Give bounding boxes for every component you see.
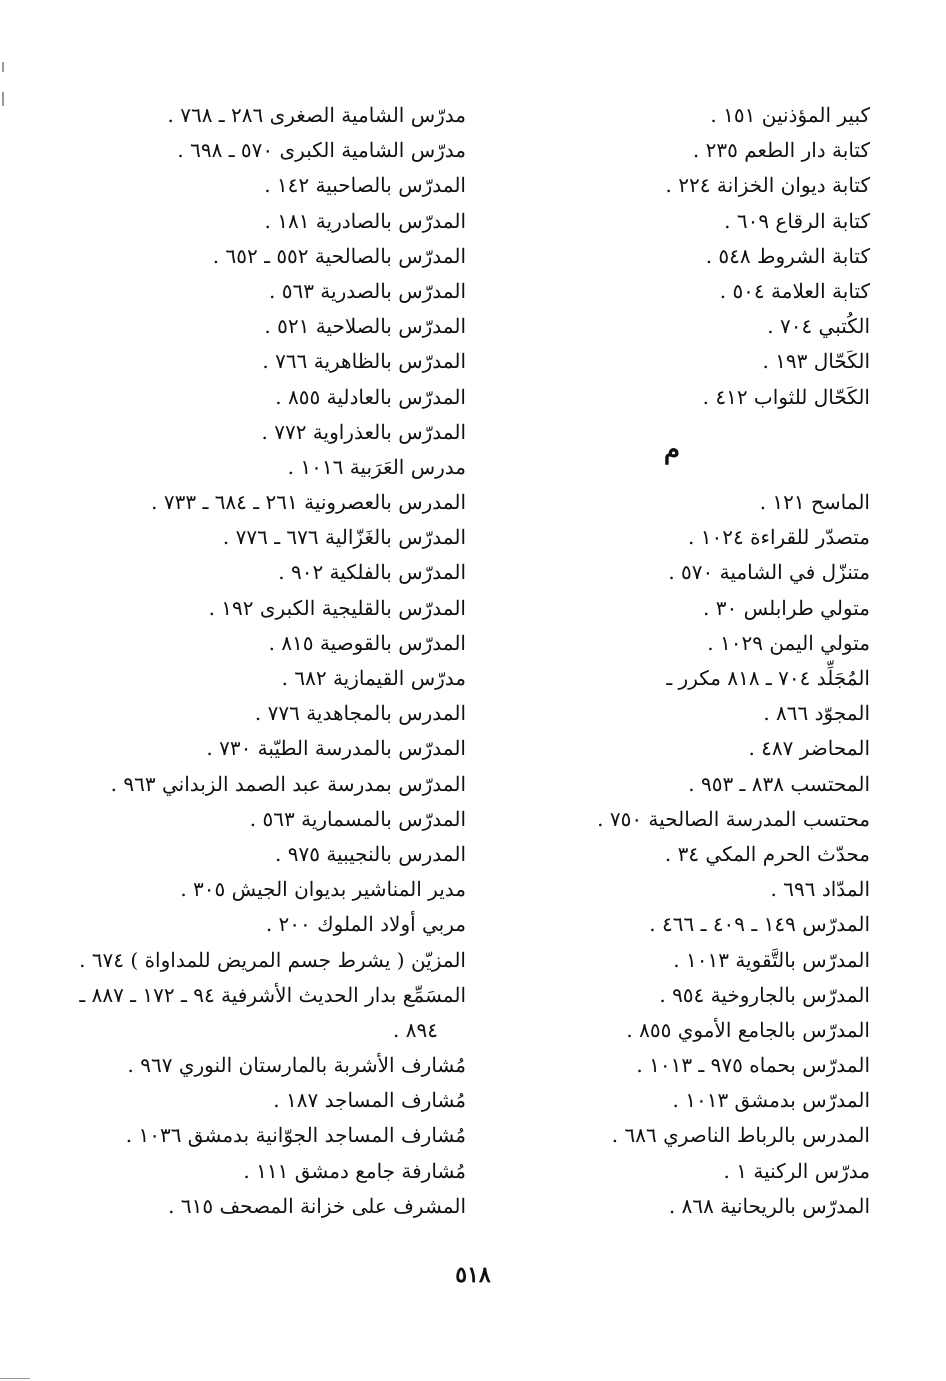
index-entry: المدرّس بالعذراوية ٧٧٢ .	[261, 419, 466, 444]
index-entry: المدّاد ٦٩٦ .	[770, 877, 870, 902]
index-entry: المحتسب ٨٣٨ ـ ٩٥٣ .	[688, 771, 870, 796]
index-entry: المدرّس بالريحانية ٨٦٨ .	[668, 1193, 870, 1218]
index-entry: المدرّس بالصدرية ٥٦٣ .	[269, 278, 466, 303]
index-entry: كتابة العلامة ٥٠٤ .	[719, 278, 870, 303]
index-entry: مدرّس الشامية الكبرى ٥٧٠ ـ ٦٩٨ .	[177, 138, 466, 163]
scan-edge	[0, 1378, 30, 1379]
index-entry: المزيّن ( يشرط جسم المريض للمداواة ) ٦٧٤ .	[79, 947, 466, 972]
index-entry: المدرّس ١٤٩ ـ ٤٠٩ ـ ٤٦٦ .	[649, 912, 870, 937]
index-entry: المدرّس بالصادرية ١٨١ .	[264, 208, 466, 233]
index-entry: الكُتبي ٧٠٤ .	[767, 314, 870, 339]
index-entry: مدرّس الركنية ١ .	[723, 1158, 870, 1183]
index-entry: محتسب المدرسة الصالحية ٧٥٠ .	[597, 806, 870, 831]
left-column	[46, 98, 466, 1224]
index-entry: متصدّر للقراءة ١٠٢٤ .	[688, 525, 870, 550]
index-entry: الماسح ١٢١ .	[759, 490, 870, 515]
index-entry: محدّث الحرم المكي ٣٤ .	[664, 841, 870, 866]
index-entry: المسَمِّع بدار الحديث الأشرفية ٩٤ ـ ١٧٢ ـ ٨٨٧ ـ	[79, 982, 466, 1007]
index-entry: المدرّس بالجامع الأموي ٨٥٥ .	[626, 1017, 870, 1042]
index-entry: المدرّس بالصاحبية ١٤٢ .	[264, 173, 466, 198]
index-entry: متولي طرابلس ٣٠ .	[703, 595, 870, 620]
index-entry: كتابة الرقاع ٦٠٩ .	[724, 208, 870, 233]
index-entry: المدرّس بالتَّقوية ١٠١٣ .	[673, 947, 870, 972]
index-entry: المدرّس بحماه ٩٧٥ ـ ١٠١٣ .	[636, 1053, 870, 1078]
section-letter: م	[663, 434, 680, 465]
index-entry: المدرّس بالصالحية ٥٥٢ ـ ٦٥٢ .	[212, 243, 466, 268]
index-entry: المدرس بالرباط الناصري ٦٨٦ .	[611, 1123, 870, 1148]
index-entry: المدرّس بالصلاحية ٥٢١ .	[264, 314, 466, 339]
index-entry: المدرّس بدمشق ١٠١٣ .	[672, 1088, 870, 1113]
index-entry: مدرّس الشامية الصغرى ٢٨٦ ـ ٧٦٨ .	[167, 103, 466, 127]
scan-mark	[2, 92, 4, 106]
index-entry: كتابة دار الطعم ٢٣٥ .	[692, 138, 870, 163]
index-entry: المدرّس بالظاهرية ٧٦٦ .	[262, 349, 466, 374]
index-entry: متولي اليمن ١٠٢٩ .	[707, 630, 870, 655]
index-entry: المدرّس بالغَزّالية ٦٧٦ ـ ٧٧٦ .	[222, 525, 466, 550]
index-entry: مُشارف المساجد الجوّانية بدمشق ١٠٣٦ .	[125, 1123, 466, 1148]
page-number: ٥١٨	[455, 1262, 491, 1288]
scan-mark	[2, 62, 4, 72]
index-entry: المدرس بالمجاهدية ٧٧٦ .	[254, 701, 466, 726]
index-entry: الكَحّال للثواب ٤١٢ .	[702, 384, 870, 409]
index-entry: مدرّس القيمازية ٦٨٢ .	[281, 666, 466, 690]
index-entry: المشرف على خزانة المصحف ٦١٥ .	[168, 1193, 466, 1218]
index-entry: مُشارف المساجد ١٨٧ .	[273, 1088, 466, 1113]
index-entry: مُشارف الأشربة بالمارستان النوري ٩٦٧ .	[127, 1053, 466, 1078]
index-entry: المدرّس بمدرسة عبد الصمد الزبداني ٩٦٣ .	[110, 771, 466, 796]
index-entry: مُشارفة جامع دمشق ١١١ .	[243, 1158, 466, 1183]
index-entry: الكَحّال ١٩٣ .	[762, 349, 870, 374]
index-entry: المجوّد ٨٦٦ .	[763, 701, 870, 726]
right-column	[530, 98, 870, 1224]
index-entry: المدرّس بالمدرسة الطيّبة ٧٣٠ .	[206, 736, 466, 761]
index-entry: كبير المؤذنين ١٥١ .	[710, 103, 870, 127]
index-entry: المدرّس بالقوصية ٨١٥ .	[268, 630, 466, 655]
index-entry: المدرّس بالمسمارية ٥٦٣ .	[249, 806, 466, 831]
index-entry: المُجَلِّد ٧٠٤ ـ ٨١٨ مكرر ـ	[666, 666, 870, 691]
index-entry-continuation: ٨٩٤ .	[393, 1017, 438, 1042]
index-entry: كتابة ديوان الخزانة ٢٢٤ .	[665, 173, 870, 198]
index-entry: مدرس العَرَبية ١٠١٦ .	[287, 454, 466, 479]
index-entry: المدرّس بالعادلية ٨٥٥ .	[275, 384, 466, 409]
index-entry: مدير المناشير بديوان الجيش ٣٠٥ .	[180, 877, 466, 902]
index-entry: مربي أولاد الملوك ٢٠٠ .	[265, 912, 466, 937]
index-entry: المدرّس بالجاروخية ٩٥٤ .	[659, 982, 870, 1007]
index-entry: المدرّس بالفلكية ٩٠٢ .	[278, 560, 466, 585]
index-entry: متنزّل في الشامية ٥٧٠ .	[668, 560, 870, 585]
index-entry: المدرس بالنجيبية ٩٧٥ .	[275, 841, 466, 866]
index-entry: المدرّس بالقليجية الكبرى ١٩٢ .	[208, 595, 466, 620]
index-entry: المحاضر ٤٨٧ .	[748, 736, 870, 761]
index-entry: كتابة الشروط ٥٤٨ .	[705, 243, 870, 268]
index-entry: المدرس بالعصرونية ٢٦١ ـ ٦٨٤ ـ ٧٣٣ .	[151, 490, 466, 515]
